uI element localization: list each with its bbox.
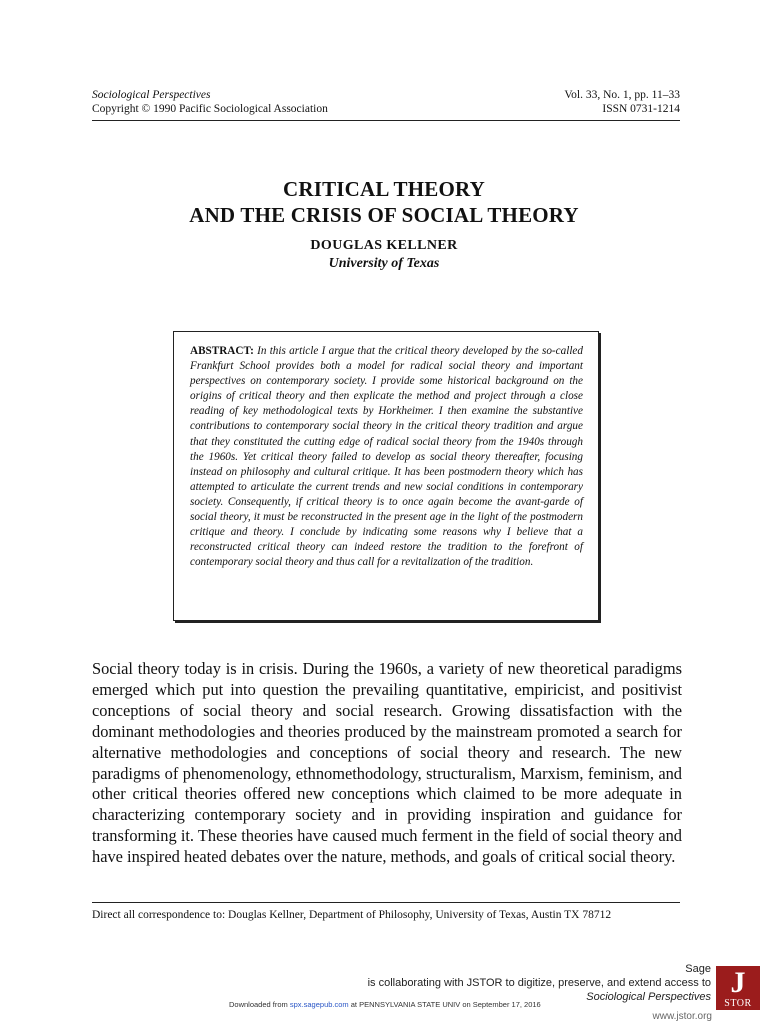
abstract-text: In this article I argue that the critical theory developed by the so-called Frankfurt School provides both a model for radical social theory and important perspectives on contemporary society. I provide some historical background on the origins of critical theory and then explicate the method and project through a close reading of key methodological texts by Horkheimer. I then examine the substantive contributions to contemporary social theory in the critical theory tradition and argue that they constituted the cutting edge of radical social theory from the 1940s through the 1960s. Yet critical theory failed to develop as social theory thereafter, focusing instead on philosophy and cultural critique. It has been postmodern theory which has attempted to articulate the current trends and new social conditions in contemporary society. Consequently, if critical theory is to once again become the avant-garde of social theory, it must be reconstructed in the present age in the light of the postmodern critique and theory. I conclude by indicating some reasons why I believe that a reconstructed critical theory can indeed restore the tradition to the forefront of contemporary social theory and thus call for a revitalization of the tradition.	[190, 345, 583, 569]
download-notice	[229, 1000, 541, 1009]
footnote-divider	[92, 902, 680, 903]
journal-name: Sociological Perspectives	[92, 89, 211, 101]
volume-info: Vol. 33, No. 1, pp. 11–33	[564, 89, 680, 101]
title-line-2: AND THE CRISIS OF SOCIAL THEORY	[189, 203, 579, 227]
download-prefix: Downloaded from	[229, 1000, 288, 1009]
jstor-logo-mark: J	[730, 966, 746, 999]
abstract	[190, 344, 583, 570]
article-title	[0, 176, 768, 228]
download-link[interactable]: spx.sagepub.com	[289, 1000, 349, 1009]
abstract-label: ABSTRACT:	[190, 345, 254, 357]
correspondence-note: Direct all correspondence to: Douglas Kellner, Department of Philosophy, University of Texas, Austin TX 78712	[92, 909, 612, 921]
issn: ISSN 0731-1214	[602, 103, 680, 115]
jstor-publisher: Sage	[685, 963, 711, 975]
jstor-logo-word: STOR	[724, 998, 752, 1009]
abstract-box	[173, 331, 599, 621]
jstor-journal: Sociological Perspectives	[586, 991, 711, 1003]
jstor-notice	[368, 962, 711, 1004]
download-suffix: at PENNSYLVANIA STATE UNIV on September 17, 2016	[350, 1000, 541, 1009]
title-line-1: CRITICAL THEORY	[282, 177, 485, 201]
jstor-url-link[interactable]: www.jstor.org	[652, 1011, 712, 1022]
author-affiliation: University of Texas	[328, 256, 440, 271]
header-divider	[92, 120, 680, 121]
copyright: Copyright © 1990 Pacific Sociological Association	[92, 103, 328, 115]
author-name: DOUGLAS KELLNER	[310, 238, 458, 253]
jstor-collaboration: is collaborating with JSTOR to digitize, preserve, and extend access to	[367, 977, 711, 989]
running-header	[92, 88, 680, 116]
jstor-logo-icon[interactable]	[716, 966, 760, 1010]
body-paragraph: Social theory today is in crisis. During the 1960s, a variety of new theoretical paradigms emerged which put into question the prevailing quantitative, empiricist, and positivist conceptions of social theory and social research. Growing dissatisfaction with the dominant methodologies and theories produced by the mainstream promoted a search for alternative methodologies and conceptions of social theory and research. The new paradigms of phenomenology, ethnomethodology, structuralism, Marxism, feminism, and other critical theories offered new conceptions which claimed to be more adequate in characterizing contemporary society and in providing inspiration and guidance for transforming it. These theories have caused much ferment in the field of social theory and have inspired heated debates over the nature, methods, and goals of critical social theory.	[92, 659, 682, 867]
